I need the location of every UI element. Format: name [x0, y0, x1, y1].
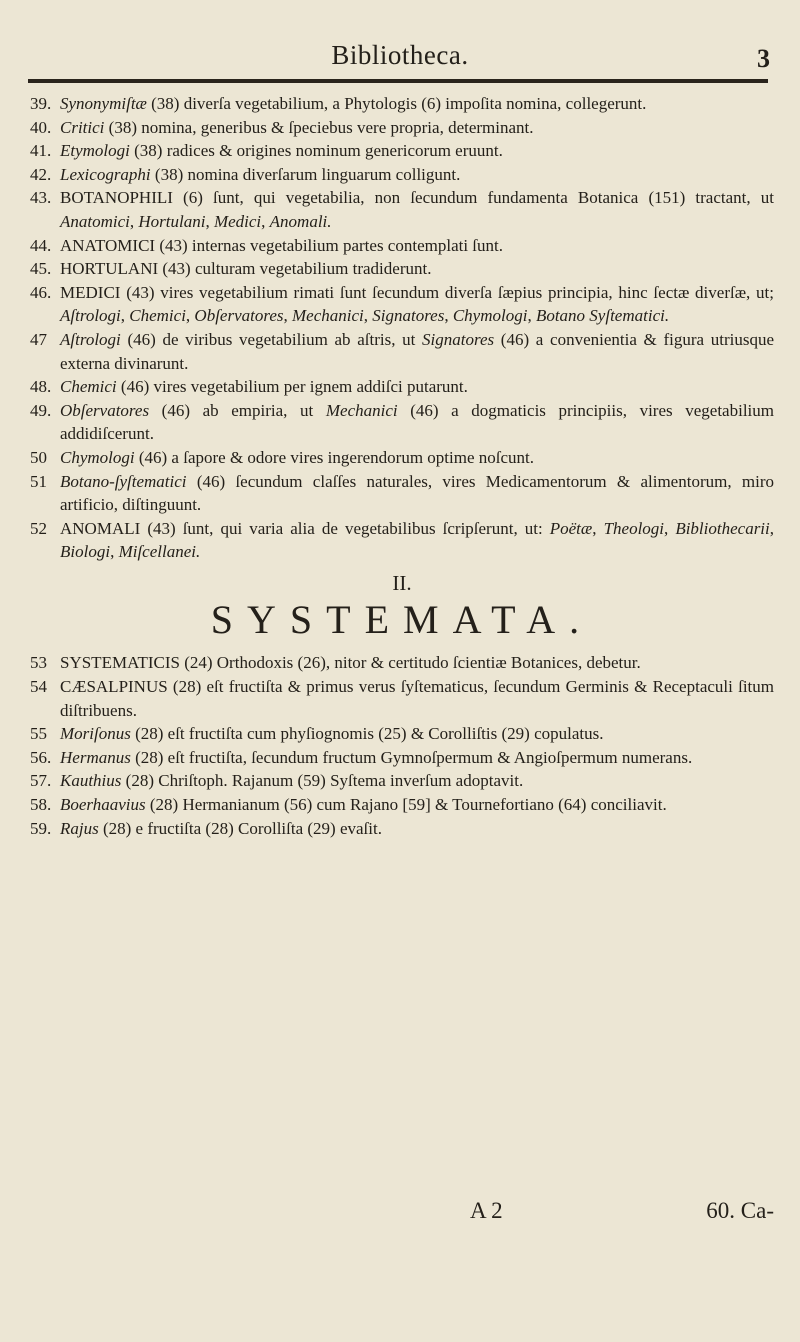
paragraph-number: 56. — [30, 747, 52, 767]
paragraph-text: HORTULANI (43) culturam vegetabilium tradiderunt. — [60, 259, 432, 279]
paragraph-number: 57. — [30, 771, 52, 791]
paragraph-text: (28) Chriſtoph. Rajanum (59) Syſtema inverſum adoptavit. — [121, 771, 524, 791]
paragraph-text: , — [110, 542, 119, 562]
italic-term: Critici — [60, 117, 105, 137]
running-title: Bibliotheca. — [331, 40, 469, 70]
paragraph-text: (46) a ſapore & odore vires ingerendorum optime noſcunt. — [134, 447, 534, 467]
paragraph-number: 54 — [30, 677, 47, 697]
italic-term: Botano Syſtematici. — [535, 306, 670, 326]
page-body — [30, 92, 774, 840]
paragraph-number: 53 — [30, 653, 47, 673]
paragraph-text: (46) ſecundum claſſes naturales, vires Medicamentorum & alimentorum, miro artificio, diſtinguunt. — [60, 471, 774, 515]
paragraph-text: SYSTEMATICIS (24) Orthodoxis (26), nitor & certitudo ſcientiæ Botanices, debetur. — [60, 653, 641, 673]
italic-term: Botano-ſyſtematici — [60, 471, 187, 491]
paragraph-text: (38) nomina, generibus & ſpeciebus vere propria, determinant. — [104, 117, 534, 137]
paragraph — [30, 328, 774, 375]
italic-term: Moriſonus — [60, 724, 131, 744]
paragraph-text: , — [664, 518, 676, 538]
paragraph — [30, 470, 774, 517]
paragraph — [30, 769, 774, 793]
italic-term: Hortulani — [138, 211, 206, 231]
paragraph-text: (46) a dogmaticis principiis, vires vegetabilium addidiſcerunt. — [60, 400, 774, 444]
italic-term: Miſcellanei. — [118, 542, 201, 562]
paragraph-number: 51 — [30, 471, 47, 491]
italic-term: Kauthius — [60, 771, 122, 791]
paragraph — [30, 722, 774, 746]
paragraph-number: 49. — [30, 400, 52, 420]
italic-term: Mechanici — [325, 400, 398, 420]
page-number: 3 — [757, 44, 770, 73]
italic-term: Obſervatores — [194, 306, 284, 326]
italic-term: Aſtrologi — [60, 329, 121, 349]
paragraph — [30, 234, 774, 258]
paragraph-text: (38) radices & origines nominum genericorum eruunt. — [129, 141, 503, 161]
italic-term: Poëtæ — [549, 518, 593, 538]
paragraph-number: 46. — [30, 282, 52, 302]
italic-term: Rajus — [60, 818, 99, 838]
italic-term: Theologi — [603, 518, 665, 538]
italic-term: Boerhaavius — [60, 795, 146, 815]
paragraph-number: 52 — [30, 518, 47, 538]
italic-term: Chymologi — [60, 447, 135, 467]
paragraph — [30, 116, 774, 140]
header-rule — [28, 79, 768, 83]
paragraph-text: , — [120, 306, 130, 326]
paragraph-text: , — [592, 518, 604, 538]
paragraph — [30, 163, 774, 187]
paragraph-text: , — [527, 306, 536, 326]
paragraph-text: BOTANOPHILI (6) ſunt, qui vegetabilia, non ſecundum fundamenta Botanica (151) tractant, ut — [60, 188, 774, 208]
paragraph-number: 39. — [30, 94, 52, 113]
italic-term: Chymologi — [452, 306, 528, 326]
paragraph-number: 58. — [30, 795, 52, 815]
paragraph — [30, 446, 774, 470]
paragraph — [30, 257, 774, 281]
paragraph — [30, 675, 774, 722]
paragraph — [30, 746, 774, 770]
italic-term: Chemici — [129, 306, 186, 326]
italic-term: Aſtrologi — [60, 306, 121, 326]
paragraph-number: 45. — [30, 259, 52, 279]
paragraph-number: 50 — [30, 447, 47, 467]
italic-term: Obſervatores — [60, 400, 150, 420]
paragraph-number: 40. — [30, 117, 52, 137]
paragraph-text: , — [261, 211, 270, 231]
paragraph — [30, 139, 774, 163]
paragraph-text: (46) a convenientia & figura utriusque externa divinarunt. — [60, 329, 774, 373]
paragraph-number: 55 — [30, 724, 47, 744]
paragraph-number: 59. — [30, 818, 52, 838]
italic-term: Synonymiſtæ — [60, 94, 147, 113]
paragraph-text: (46) ab empiria, ut — [149, 400, 326, 420]
italic-term: Bibliothecarii — [675, 518, 770, 538]
paragraph-text: ANOMALI (43) ſunt, qui varia alia de vegetabilibus ſcripſerunt, ut: — [60, 518, 550, 538]
paragraph-text: (38) nomina diverſarum linguarum colligunt. — [150, 164, 461, 184]
paragraph-text: , — [283, 306, 292, 326]
italic-term: Anomali. — [269, 211, 332, 231]
section-numeral: II. — [392, 570, 412, 595]
paragraph-number: 42. — [30, 164, 52, 184]
paragraph-text: (28) eſt fructiſta cum phyſiognomis (25) & Corolliſtis (29) copulatus. — [130, 724, 604, 744]
page-footer — [30, 1198, 774, 1226]
paragraph-number: 43. — [30, 188, 52, 208]
catchword: 60. Ca- — [706, 1198, 774, 1223]
paragraph-text: , — [129, 211, 139, 231]
paragraph-text: CÆSALPINUS (28) eſt fructiſta & primus verus ſyſtematicus, ſecundum Germinis & Receptaculi ſitum diſtribuens. — [60, 677, 774, 720]
paragraph — [30, 651, 774, 675]
paragraph — [30, 793, 774, 817]
paragraph-text: (28) e fructiſta (28) Corolliſta (29) evaſit. — [98, 818, 382, 838]
paragraph-text: , — [205, 211, 214, 231]
paragraph — [30, 186, 774, 233]
paragraph-text: MEDICI (43) vires vegetabilium rimati ſunt ſecundum diverſa ſæpius principia, hinc ſectæ diverſæ, ut; — [60, 282, 774, 302]
paragraph-text: ANATOMICI (43) internas vegetabilium partes contemplati ſunt. — [60, 235, 504, 255]
paragraph — [30, 375, 774, 399]
italic-term: Hermanus — [60, 747, 131, 767]
paragraph-text: , — [363, 306, 373, 326]
italic-term: Medici — [213, 211, 262, 231]
paragraph — [30, 399, 774, 446]
paragraph-number: 47 — [30, 329, 47, 349]
paragraph-number: 44. — [30, 235, 52, 255]
paragraph-text: , — [444, 306, 453, 326]
paragraph-text: , — [769, 518, 775, 538]
italic-term: Chemici — [60, 377, 117, 397]
paragraph-text: (28) Hermanianum (56) cum Rajano [59] & Tournefortiano (64) conciliavit. — [145, 795, 667, 815]
paragraph-text: (28) eſt fructiſta, ſecundum fructum Gymnoſpermum & Angioſpermum numerans. — [130, 747, 693, 767]
paragraph-text: (46) vires vegetabilium per ignem addiſci putarunt. — [116, 377, 468, 397]
section-heading: SYSTEMATA. — [210, 597, 594, 643]
signature-mark: A 2 — [470, 1198, 503, 1223]
italic-term: Signatores — [372, 306, 445, 326]
paragraph — [30, 517, 774, 564]
italic-term: Etymologi — [60, 141, 130, 161]
italic-term: Signatores — [422, 329, 495, 349]
italic-term: Biologi — [60, 542, 111, 562]
italic-term: Anatomici — [60, 211, 130, 231]
paragraph-text: (46) de viribus vegetabilium ab aſtris, ut — [120, 329, 423, 349]
paragraph-number: 41. — [30, 141, 52, 161]
paragraph-text: , — [185, 306, 195, 326]
paragraph-text: (38) diverſa vegetabilium, a Phytologis (6) impoſita nomina, collegerunt. — [146, 94, 647, 113]
paragraph — [30, 817, 774, 841]
paragraph — [30, 281, 774, 328]
paragraph-number: 48. — [30, 377, 52, 397]
italic-term: Mechanici — [292, 306, 364, 326]
italic-term: Lexicographi — [60, 164, 151, 184]
paragraph — [30, 92, 774, 116]
